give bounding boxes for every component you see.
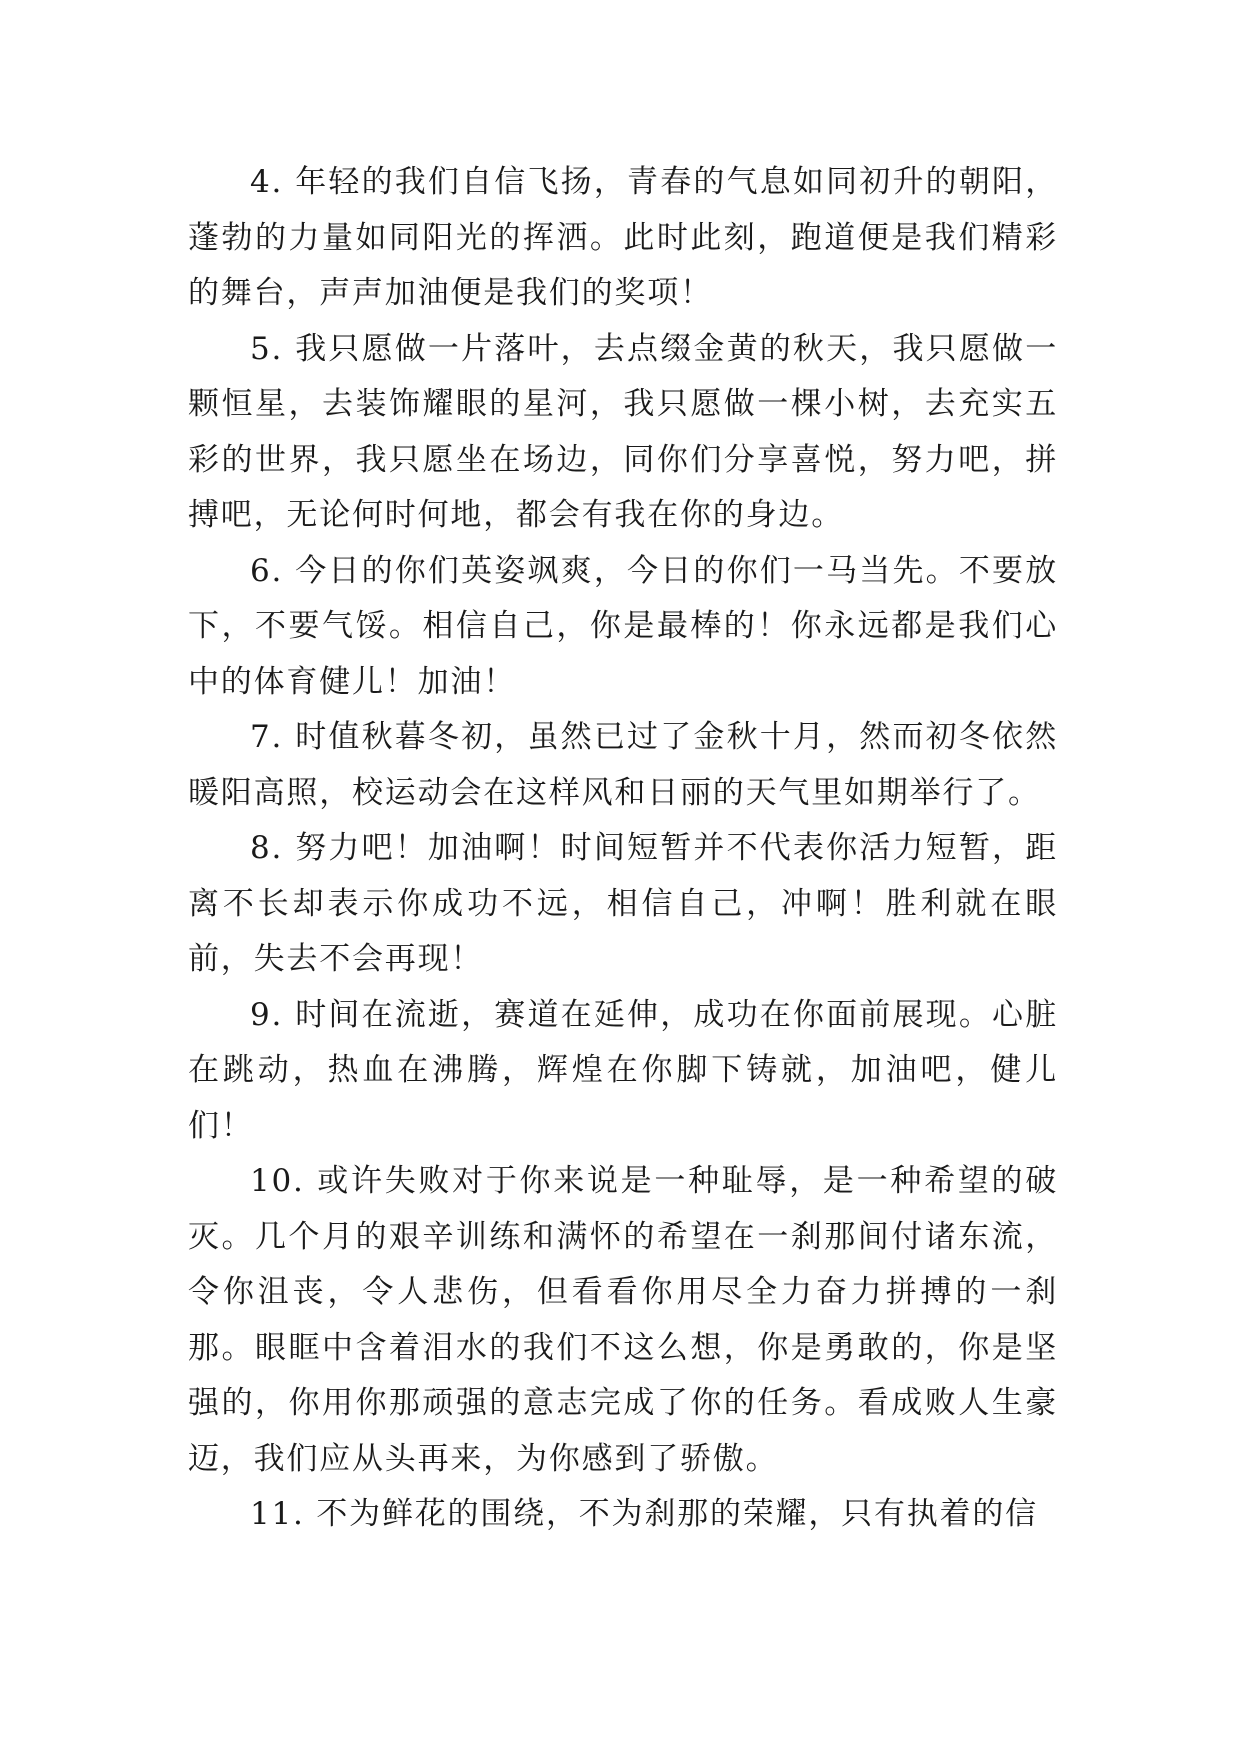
paragraph-10: 10. 或许失败对于你来说是一种耻辱，是一种希望的破灭。几个月的艰辛训练和满怀的希望在一刹那间付诸东流，令你沮丧，令人悲伤，但看看你用尽全力奋力拼搏的一刹那。眼眶中含着泪水的我们不这么想，你是勇敢的，你是坚强的，你用你那顽强的意志完成了你的任务。看成败人生豪迈，我们应从头再来，为你感到了骄傲。	[188, 1163, 1058, 1477]
paragraph-6: 6. 今日的你们英姿飒爽，今日的你们一马当先。不要放下，不要气馁。相信自己，你是最棒的！你永远都是我们心中的体育健儿！加油！	[188, 552, 1058, 700]
paragraph-5: 5. 我只愿做一片落叶，去点缀金黄的秋天，我只愿做一颗恒星，去装饰耀眼的星河，我只愿做一棵小树，去充实五彩的世界，我只愿坐在场边，同你们分享喜悦，努力吧，拼搏吧，无论何时何地，都会有我在你的身边。	[188, 330, 1058, 533]
document-body	[188, 155, 1058, 1543]
paragraph-8: 8. 努力吧！加油啊！时间短暂并不代表你活力短暂，距离不长却表示你成功不远，相信自己，冲啊！胜利就在眼前，失去不会再现！	[188, 830, 1058, 977]
paragraph-9: 9. 时间在流逝，赛道在延伸，成功在你面前展现。心脏在跳动，热血在沸腾，辉煌在你脚下铸就，加油吧，健儿们！	[188, 996, 1058, 1144]
paragraph-4: 4. 年轻的我们自信飞扬，青春的气息如同初升的朝阳，蓬勃的力量如同阳光的挥洒。此时此刻，跑道便是我们精彩的舞台，声声加油便是我们的奖项！	[188, 164, 1058, 311]
paragraph-11: 11. 不为鲜花的围绕，不为刹那的荣耀，只有执着的信	[250, 1496, 1038, 1532]
paragraph-7: 7. 时值秋暮冬初，虽然已过了金秋十月，然而初冬依然暖阳高照，校运动会在这样风和日丽的天气里如期举行了。	[188, 719, 1058, 811]
